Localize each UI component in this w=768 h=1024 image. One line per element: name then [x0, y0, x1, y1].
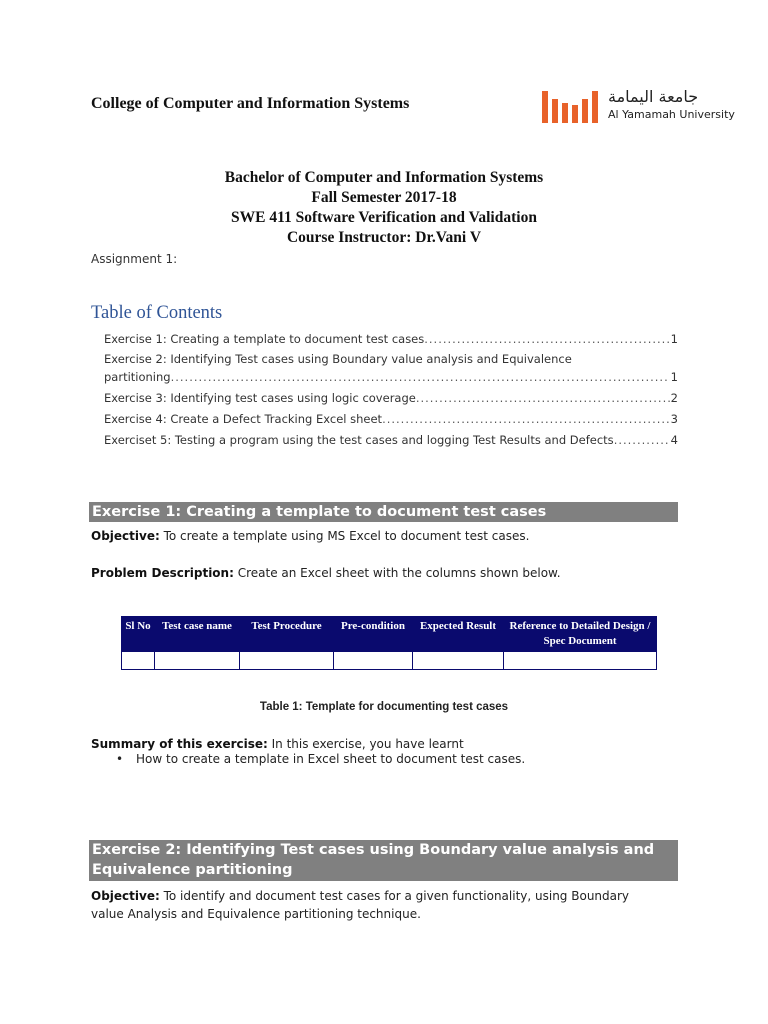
table-cell [155, 652, 240, 670]
table-cell [240, 652, 334, 670]
toc-entry-page: 2 [670, 391, 678, 405]
toc-entry[interactable] [104, 351, 678, 368]
summary-bullet [116, 752, 525, 766]
toc-leader-dots [424, 330, 669, 348]
logo-arabic-text: جامعة اليمامة [608, 87, 699, 106]
bullet-icon: • [116, 752, 124, 766]
semester: Fall Semester 2017-18 [311, 189, 457, 206]
table-header-row [122, 617, 657, 652]
test-case-template-table [121, 616, 657, 670]
objective-text: To create a template using MS Excel to document test cases. [159, 529, 530, 543]
toc-entry-text: Exercise 4: Create a Defect Tracking Excel sheet [104, 412, 383, 426]
table-header-cell: Expected Result [413, 617, 504, 652]
toc-entry[interactable] [104, 431, 678, 449]
toc-leader-dots [614, 431, 670, 449]
toc-entry-text: Exercise 2: Identifying Test cases using Boundary value analysis and Equivalence [104, 352, 572, 366]
toc-entry-page: 3 [670, 412, 678, 426]
table-of-contents [104, 330, 678, 452]
toc-entry-text: Exerciset 5: Testing a program using the test cases and logging Test Results and Defects [104, 433, 614, 447]
table-caption: Table 1: Template for documenting test cases [259, 701, 509, 713]
exercise1-summary [91, 735, 681, 753]
table-header-cell: Test Procedure [240, 617, 334, 652]
problem-label: Problem Description: [91, 566, 234, 580]
exercise2-objective [91, 887, 661, 923]
table-cell [122, 652, 155, 670]
course-heading [0, 168, 768, 248]
toc-entry-page: 1 [670, 332, 678, 346]
toc-entry-text: Exercise 3: Identifying test cases using logic coverage [104, 391, 416, 405]
toc-entry-text-cont: partitioning [104, 370, 171, 384]
university-logo [542, 89, 742, 125]
objective-text: To identify and document test cases for a given functionality, using Boundary value Analysis and Equivalence partitioning technique. [91, 889, 630, 921]
table-header-cell: Pre-condition [334, 617, 413, 652]
summary-text: In this exercise, you have learnt [267, 737, 464, 751]
toc-leader-dots [382, 410, 670, 428]
toc-leader-dots [416, 389, 670, 407]
course-instructor: Course Instructor: Dr.Vani V [286, 229, 482, 246]
exercise2-heading-line1: Exercise 2: Identifying Test cases using Boundary value analysis and [92, 842, 655, 858]
table-cell [413, 652, 504, 670]
logo-latin-text: Al Yamamah University [608, 108, 735, 121]
toc-entry[interactable] [104, 389, 678, 407]
toc-entry-text: Exercise 1: Creating a template to document test cases [104, 332, 425, 346]
toc-entry-continued[interactable] [104, 368, 678, 386]
exercise2-heading [89, 840, 678, 881]
toc-entry-page: 4 [670, 433, 678, 447]
table-cell [504, 652, 657, 670]
toc-leader-dots [171, 368, 670, 386]
toc-title: Table of Contents [91, 303, 223, 323]
program-name: Bachelor of Computer and Information Systems [224, 169, 544, 186]
table-header-cell: Sl No [122, 617, 155, 652]
objective-label: Objective: [91, 529, 160, 543]
college-name: College of Computer and Information Systems [91, 95, 410, 112]
table-header-cell: Test case name [155, 617, 240, 652]
exercise1-objective [91, 527, 681, 545]
toc-entry[interactable] [104, 330, 678, 348]
logo-bars-icon [542, 91, 602, 123]
toc-entry-page: 1 [670, 370, 678, 384]
course-title: SWE 411 Software Verification and Validation [231, 209, 537, 226]
assignment-label: Assignment 1: [91, 252, 178, 266]
table-header-cell: Reference to Detailed Design / Spec Document [504, 617, 657, 652]
toc-entry[interactable] [104, 410, 678, 428]
exercise1-heading: Exercise 1: Creating a template to document test cases [89, 502, 678, 522]
summary-label: Summary of this exercise: [91, 737, 268, 751]
table-row [122, 652, 657, 670]
table-cell [334, 652, 413, 670]
exercise2-heading-line2: Equivalence partitioning [92, 862, 293, 878]
objective-label: Objective: [91, 889, 160, 903]
bullet-text: How to create a template in Excel sheet to document test cases. [136, 752, 526, 766]
exercise1-problem-description [91, 564, 681, 582]
problem-text: Create an Excel sheet with the columns shown below. [233, 566, 561, 580]
